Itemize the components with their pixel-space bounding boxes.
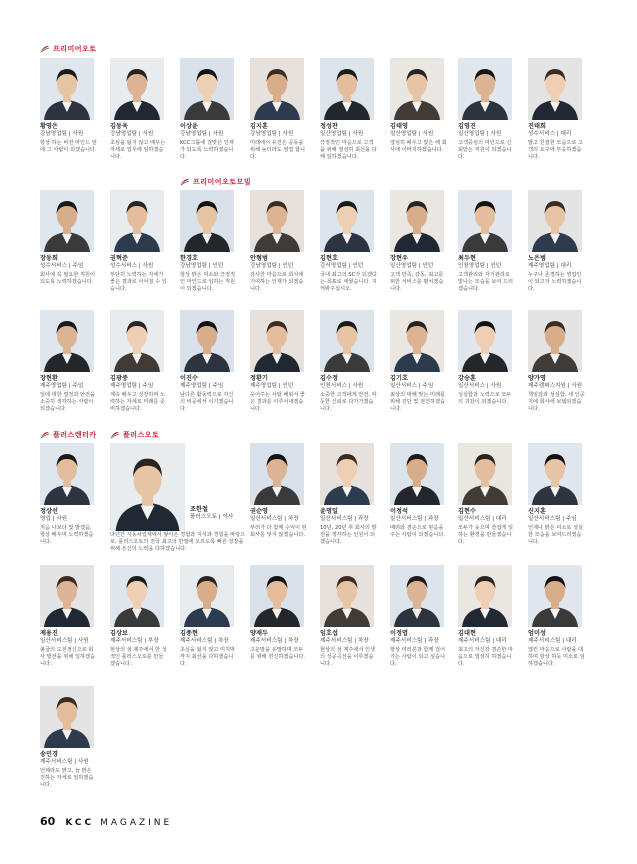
staff-role: 제주서비스팀 | 대리 — [528, 638, 577, 644]
staff-role: 강남영업팀 | 사원 — [250, 131, 294, 137]
staff-card — [458, 58, 516, 161]
portrait-photo — [528, 443, 582, 505]
staff-role: 제주영업팀 | 인턴 — [250, 383, 294, 389]
staff-name: 김종현 — [180, 630, 198, 637]
staff-role: 강남영업팀 | 사원 — [40, 131, 84, 137]
staff-message: 불굴의 도전정신으로 회사 발전을 위해 일하겠습니다. — [40, 646, 96, 667]
staff-role: 일산영업팀 | 사원 — [390, 131, 434, 137]
portrait-photo — [180, 310, 234, 372]
staff-card — [528, 565, 586, 668]
staff-name: 김현수 — [458, 508, 476, 515]
staff-role: 강남영업팀 | 인턴 — [250, 263, 294, 269]
staff-card — [110, 58, 168, 161]
staff-role: 일산서비스 | 주임 — [390, 383, 434, 389]
staff-card — [390, 310, 448, 413]
staff-name: 김동욱 — [110, 123, 128, 130]
staff-card — [390, 190, 448, 293]
staff-role: 강서영업팀 | 인턴 — [320, 263, 364, 269]
staff-name: 정환기 — [250, 375, 268, 382]
portrait-photo — [390, 58, 444, 120]
staff-name: 이상윤 — [180, 123, 198, 130]
staff-message: 고객관리와 자기관리로 빛나는 모습을 보여 드리겠습니다. — [458, 271, 514, 292]
portrait-photo — [110, 58, 164, 120]
staff-message: 부러가 다 함께 수익이 된 회사를 잊지 않겠습니다. — [250, 524, 307, 538]
staff-role: 일산서비스팀 | 차장 — [250, 516, 299, 522]
staff-message: 미래에서 유진은 공동을 위해 늦더라도 영업 합니다. — [250, 139, 306, 160]
staff-name: 황영은 — [40, 123, 58, 130]
staff-card — [320, 310, 378, 413]
staff-role: 제주영업팀 | 대리 — [528, 263, 572, 269]
staff-card — [110, 565, 168, 668]
staff-name: 장현우 — [390, 255, 408, 262]
staff-message: 항상 밝은 미소와 긍정적인 마인드로 임하는 직원이 되겠습니다. — [180, 271, 236, 292]
staff-name: 임호섭 — [320, 630, 338, 637]
section-label-plus-auto: 플러스오토 — [110, 430, 159, 440]
page-footer — [40, 815, 172, 828]
staff-name: 송민경 — [40, 751, 58, 758]
portrait-photo — [390, 310, 444, 372]
portrait-photo — [320, 190, 374, 252]
staff-card — [250, 310, 308, 413]
staff-card — [110, 190, 168, 293]
staff-card — [458, 565, 516, 668]
portrait-photo — [40, 565, 94, 627]
staff-card — [40, 686, 98, 789]
portrait-photo — [250, 310, 304, 372]
portrait-photo — [180, 190, 234, 252]
staff-message: 언제나 밝은 미소로 성실한 모습을 보여드리겠습니다. — [528, 524, 584, 545]
staff-name: 김현호 — [320, 255, 338, 262]
portrait-photo — [458, 443, 512, 505]
staff-name: 이정석 — [390, 508, 408, 515]
staff-message: 현상의 섬 제주에서 한 성적인 플러스오토를 만들겠습니다. — [110, 646, 167, 667]
magazine-title: KCC MAGAZINE — [65, 818, 173, 828]
staff-card — [180, 565, 238, 668]
staff-name: 안형범 — [250, 255, 268, 262]
staff-name: 김수정 — [320, 375, 338, 382]
staff-card — [40, 190, 98, 286]
kcc-swoosh-icon — [110, 431, 120, 439]
staff-role: 제주서비스팀 | 차장 — [250, 638, 299, 644]
staff-name: 양가영 — [528, 375, 546, 382]
staff-card — [250, 190, 308, 293]
staff-role: 일산영업팀 | 인턴 — [390, 263, 434, 269]
staff-message: 최상의 대해 맞는 미래를 위해 진단 및 전진하겠습니다. — [390, 391, 446, 412]
staff-card — [528, 58, 586, 161]
staff-card — [320, 190, 378, 293]
portrait-photo — [110, 443, 185, 531]
staff-card — [458, 443, 516, 546]
staff-name: 제용진 — [40, 630, 58, 637]
staff-message: 남다른 활동력으로 자신의 비공에서 이기겠습니다. — [180, 391, 234, 412]
staff-card — [110, 443, 248, 553]
staff-card — [180, 310, 238, 413]
kcc-swoosh-icon — [40, 45, 50, 53]
staff-role: 제주서비스팀 | 사원 — [40, 759, 89, 765]
staff-message: 소중한 고객에게 안전, 따듯한 신뢰로 다가가겠습니다. — [320, 391, 377, 412]
staff-name: 김태영 — [390, 123, 408, 130]
staff-role: 일산서비스팀 | 대리 — [458, 516, 507, 522]
staff-name: 이진수 — [180, 375, 198, 382]
staff-message: 모두가 웃으며 즐겁게 일하는 환경을 만들겠습니다. — [458, 524, 514, 545]
portrait-photo — [390, 565, 444, 627]
staff-role: 일산영업팀 | 사원 — [458, 131, 502, 137]
staff-name: 윤명일 — [320, 508, 338, 515]
portrait-photo — [458, 58, 512, 120]
staff-message: 누구나 존경하는 영업인이 되고자 노력하겠습니다. — [528, 271, 582, 292]
staff-message: 웃어주는 사람 배워서 좋은 결과를 이루어내겠습니다. — [250, 391, 306, 412]
portrait-photo — [110, 190, 164, 252]
staff-role: 제주서비스팀 | 차장 — [320, 638, 369, 644]
portrait-photo — [250, 565, 304, 627]
staff-name: 이정엽 — [390, 630, 408, 637]
staff-message: 항상 하는 비전 마인드 앞에 그 사람이 되겠습니다. — [40, 139, 97, 153]
staff-name: 김광중 — [110, 375, 128, 382]
staff-card — [320, 443, 378, 546]
page-number: 60 — [40, 815, 56, 828]
staff-name: 최두현 — [458, 255, 476, 262]
portrait-photo — [320, 310, 374, 372]
staff-name: 강승훈 — [458, 375, 476, 382]
portrait-photo — [458, 310, 512, 372]
staff-name: 장현환 — [40, 375, 58, 382]
staff-name: 김지훈 — [250, 123, 268, 130]
staff-name: 진태희 — [528, 123, 546, 130]
staff-name: 김영진 — [458, 123, 476, 130]
staff-card — [180, 58, 238, 161]
staff-message: 10년, 20년 후 회사의 발전을 생각하는 인원이 되겠습니다. — [320, 524, 377, 545]
staff-message: 고객 만족, 감동, 최고를 위한 서비스를 펼치겠습니다. — [390, 271, 444, 292]
staff-role: 제주영업팀 | 주임 — [110, 383, 154, 389]
staff-card — [250, 565, 308, 661]
staff-name: 양재두 — [250, 630, 268, 637]
staff-message: 밝고 친절한 모습으로 고객의 요구에 부응하겠습니다. — [528, 139, 584, 160]
portrait-photo — [40, 58, 94, 120]
staff-message: 초심을 잃지 않고 배우는 자세로 업무에 임하겠습니다. — [110, 139, 166, 160]
staff-role: 일산서비스 | 사원 — [458, 383, 502, 389]
portrait-photo — [180, 565, 234, 627]
portrait-photo — [40, 310, 94, 372]
staff-role: 제주서비스팀 | 차장 — [180, 638, 229, 644]
staff-role: 성수서비스 | 대리 — [528, 131, 572, 137]
staff-card — [390, 565, 448, 668]
staff-role: 일산서비스팀 | 주임 — [528, 516, 577, 522]
staff-message: 회사에 꼭 필요한 직원이 되도록 노력하겠습니다. — [40, 271, 96, 285]
staff-card — [40, 58, 98, 154]
staff-role: 강남영업팀 | 사원 — [180, 131, 224, 137]
staff-role: 일산서비스팀 | 과장 — [320, 516, 369, 522]
staff-message: 국내 최고의 SC가 되겠다는 목표로 세웠습니다. 지켜봐주십시오. — [320, 271, 377, 292]
staff-role: 일산서비스팀 | 과장 — [390, 516, 439, 522]
staff-name: 권순영 — [250, 508, 268, 515]
staff-message: 언제라도 밝고, 늘 밝은 진하는 자세로 임하겠습니다. — [40, 767, 94, 788]
staff-message: 최고의 자신감 겸손한 마음으로 열심히 하겠습니다. — [458, 646, 514, 667]
staff-message: 처음 나보다 빛 밝겠음, 항상 배우며 노력하겠습니다. — [40, 524, 94, 545]
staff-message: 감사한 마음으로 회사에 기여하는 인재가 되겠습니다. — [250, 271, 304, 292]
staff-role: 영업 | 사원 — [40, 516, 68, 522]
staff-card — [110, 310, 168, 413]
portrait-photo — [320, 565, 374, 627]
staff-role: 강남영업팀 | 사원 — [110, 131, 154, 137]
staff-role: 성수서비스 | 주임 — [40, 263, 84, 269]
staff-role: 제주서비스팀 | 대리 — [458, 638, 507, 644]
staff-card — [40, 310, 98, 413]
portrait-photo — [250, 190, 304, 252]
staff-message: 성실함과 노력으로 모두의 귀감이 되겠습니다. — [458, 391, 512, 405]
staff-role: 제주캠퍼스지원 | 사원 — [528, 383, 583, 389]
portrait-photo — [458, 190, 512, 252]
staff-message: KCC그룹에 걸맞은 인재가 되도록 노력하겠습니다. — [180, 139, 234, 160]
staff-message: 다년간 자동차업계에서 쌓아온 경험과 지식과 경험을 바탕으로, 플러스오토의 전국 최고의 반열에 오르도록 빠른 성장을 위해 온신의 노력을 다하겠습니다. — [110, 532, 246, 552]
portrait-photo — [40, 443, 94, 505]
staff-name: 정상선 — [40, 508, 58, 515]
staff-message: 열린 마음으로 사람을 대하며 항상 하듯 미소로 임하겠습니다. — [528, 646, 585, 667]
staff-card — [390, 443, 448, 539]
portrait-photo — [528, 190, 582, 252]
staff-role: 인천서비스 | 사원 — [320, 383, 364, 389]
staff-name: 엄미성 — [528, 630, 546, 637]
staff-card — [250, 443, 308, 539]
staff-message: 초심을 잃지 않고 미지막까지 최선을 다하겠습니다. — [180, 646, 236, 667]
portrait-photo — [40, 686, 94, 748]
staff-message: 부단히 노력하는 자세가 좋은 결과로 이어질 수 있습니다. — [110, 271, 167, 292]
staff-card — [390, 58, 448, 154]
staff-card — [250, 58, 308, 161]
portrait-photo — [180, 58, 234, 120]
portrait-photo — [110, 310, 164, 372]
staff-message: 책임감과 성실함, 새 인공지에 회사에 보탬되겠습니다. — [528, 391, 585, 412]
staff-role: 일산영업팀 | 사원 — [320, 131, 364, 137]
staff-role: 제주영업팀 | 주임 — [40, 383, 84, 389]
staff-name: 노은범 — [528, 255, 546, 262]
staff-name: 정성찬 — [320, 123, 338, 130]
staff-name: 한경호 — [180, 255, 198, 262]
staff-name: 김상보 — [110, 630, 128, 637]
staff-message: 고운말을 유발하며 모두를 위해 헌신하겠습니다. — [250, 646, 306, 660]
portrait-photo — [458, 565, 512, 627]
portrait-photo — [320, 443, 374, 505]
portrait-photo — [528, 565, 582, 627]
staff-message: 항상 여러분과 함께 걸어가는 사람이 되고 싶습니다. — [390, 646, 446, 667]
staff-message: 일에 대한 열정과 안전을 소중히 생각하는 사람이 되겠습니다. — [40, 391, 96, 412]
staff-role: 강남영업팀 | 인턴 — [180, 263, 224, 269]
staff-card — [458, 190, 516, 293]
staff-role: 제주영업팀 | 주임 — [180, 383, 224, 389]
portrait-photo — [528, 58, 582, 120]
staff-name: 김기호 — [390, 375, 408, 382]
portrait-photo — [390, 190, 444, 252]
portrait-photo — [110, 565, 164, 627]
staff-message: 현상의 섬 제주에서 인생의 성공곡선을 이루겠습니다. — [320, 646, 376, 667]
portrait-photo — [250, 58, 304, 120]
staff-card — [180, 190, 238, 293]
staff-role: 제주서비스팀 | 과장 — [390, 638, 439, 644]
staff-card — [528, 443, 586, 546]
staff-card — [40, 443, 98, 546]
kcc-swoosh-icon — [180, 178, 190, 186]
staff-role: 인천영업팀 | 인턴 — [458, 263, 502, 269]
portrait-photo — [528, 310, 582, 372]
section-label-plus-rentcar: 플러스렌터카 — [40, 430, 97, 440]
staff-role: 일산서비스팀 | 사원 — [40, 638, 89, 644]
staff-message: 긍정적인 마음으로 고객을 위해 열심히 최선을 다해 일하겠습니다. — [320, 139, 377, 160]
staff-name: 조한철 — [190, 506, 208, 513]
staff-card — [40, 565, 98, 668]
portrait-photo — [40, 190, 94, 252]
staff-name: 권혁준 — [110, 255, 128, 262]
staff-card — [458, 310, 516, 406]
staff-card — [320, 58, 378, 161]
portrait-photo — [250, 443, 304, 505]
section-label-premier-auto: 프리미어오토 — [40, 44, 97, 54]
staff-message: 배려와 겸손으로 믿음을 주는 사람이 되겠습니다. — [390, 524, 446, 538]
staff-role: 성수서비스 | 사원 — [110, 263, 154, 269]
portrait-photo — [320, 58, 374, 120]
staff-message: 고객중심의 마인드로 신뢰받는 직원이 되겠습니다. — [458, 139, 512, 160]
staff-name: 김대현 — [458, 630, 476, 637]
staff-card — [528, 190, 586, 293]
staff-role: 제주서비스팀 | 부장 — [110, 638, 159, 644]
staff-card — [528, 310, 586, 413]
staff-message: 계속 배우고 성장하며 노력하는 자세로 미래를 준비하겠습니다. — [110, 391, 166, 412]
section-label-premier-automobile: 프리미어오토모빌 — [180, 177, 251, 187]
staff-role: 플러스오토 | 이사 — [190, 514, 234, 520]
staff-name: 신지훈 — [528, 508, 546, 515]
staff-name: 장동희 — [40, 255, 58, 262]
kcc-swoosh-icon — [40, 431, 50, 439]
portrait-photo — [390, 443, 444, 505]
staff-card — [320, 565, 378, 668]
staff-message: 열심히 배우고 빛은 해 회사에 이바지하겠습니다. — [390, 139, 447, 153]
